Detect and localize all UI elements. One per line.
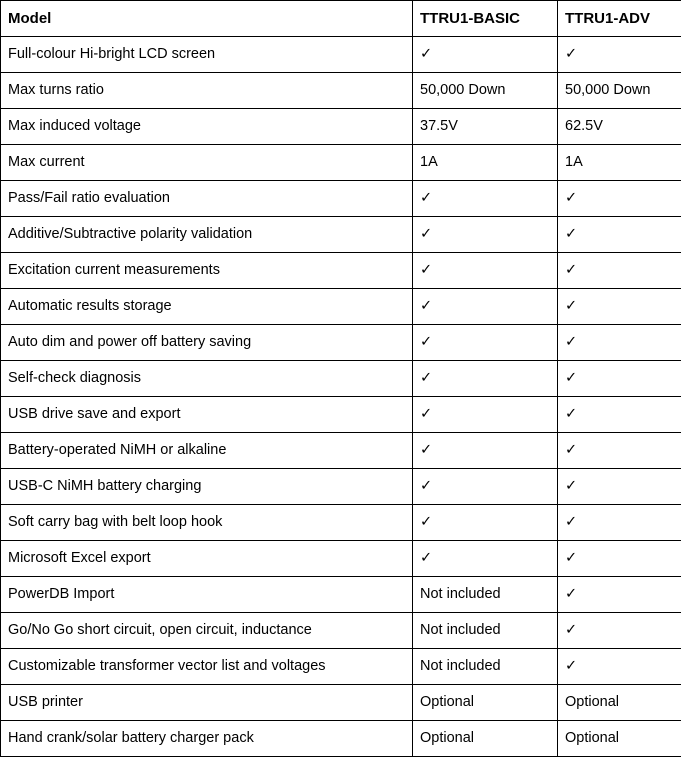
feature-label: USB-C NiMH battery charging — [1, 469, 413, 505]
feature-label: Max induced voltage — [1, 109, 413, 145]
table-row — [1, 361, 681, 397]
adv-value: ✓ — [558, 649, 681, 685]
feature-label: Self-check diagnosis — [1, 361, 413, 397]
feature-label: Go/No Go short circuit, open circuit, inductance — [1, 613, 413, 649]
table-row — [1, 73, 681, 109]
table-row — [1, 253, 681, 289]
adv-value: ✓ — [558, 361, 681, 397]
adv-value: ✓ — [558, 397, 681, 433]
basic-value: ✓ — [413, 433, 558, 469]
table-body — [1, 37, 681, 757]
basic-value: 50,000 Down — [413, 73, 558, 109]
adv-value: ✓ — [558, 541, 681, 577]
table-row — [1, 613, 681, 649]
table-header-row — [1, 1, 681, 37]
adv-value: ✓ — [558, 505, 681, 541]
adv-value: ✓ — [558, 469, 681, 505]
basic-value: ✓ — [413, 217, 558, 253]
column-header-model: Model — [1, 1, 413, 37]
feature-label: Soft carry bag with belt loop hook — [1, 505, 413, 541]
feature-label: USB printer — [1, 685, 413, 721]
basic-value: Optional — [413, 685, 558, 721]
basic-value: ✓ — [413, 181, 558, 217]
basic-value: ✓ — [413, 289, 558, 325]
table-row — [1, 325, 681, 361]
feature-label: Full-colour Hi-bright LCD screen — [1, 37, 413, 73]
table-row — [1, 181, 681, 217]
adv-value: ✓ — [558, 217, 681, 253]
adv-value: 50,000 Down — [558, 73, 681, 109]
feature-label: Pass/Fail ratio evaluation — [1, 181, 413, 217]
basic-value: ✓ — [413, 37, 558, 73]
basic-value: ✓ — [413, 469, 558, 505]
adv-value: ✓ — [558, 325, 681, 361]
adv-value: ✓ — [558, 577, 681, 613]
adv-value: Optional — [558, 685, 681, 721]
column-header-basic: TTRU1-BASIC — [413, 1, 558, 37]
table-row — [1, 37, 681, 73]
feature-label: Microsoft Excel export — [1, 541, 413, 577]
basic-value: 1A — [413, 145, 558, 181]
table-row — [1, 433, 681, 469]
adv-value: ✓ — [558, 433, 681, 469]
table-row — [1, 649, 681, 685]
table-row — [1, 397, 681, 433]
adv-value: ✓ — [558, 253, 681, 289]
basic-value: Not included — [413, 577, 558, 613]
basic-value: Not included — [413, 613, 558, 649]
feature-label: Max turns ratio — [1, 73, 413, 109]
feature-label: Hand crank/solar battery charger pack — [1, 721, 413, 757]
feature-label: Additive/Subtractive polarity validation — [1, 217, 413, 253]
table-row — [1, 685, 681, 721]
column-header-adv: TTRU1-ADV — [558, 1, 681, 37]
adv-value: ✓ — [558, 37, 681, 73]
table-row — [1, 721, 681, 757]
feature-label: Automatic results storage — [1, 289, 413, 325]
adv-value: Optional — [558, 721, 681, 757]
feature-label: Excitation current measurements — [1, 253, 413, 289]
feature-label: Customizable transformer vector list and voltages — [1, 649, 413, 685]
table-row — [1, 217, 681, 253]
table-row — [1, 541, 681, 577]
adv-value: ✓ — [558, 181, 681, 217]
table-row — [1, 289, 681, 325]
basic-value: ✓ — [413, 397, 558, 433]
basic-value: ✓ — [413, 325, 558, 361]
basic-value: Not included — [413, 649, 558, 685]
basic-value: ✓ — [413, 505, 558, 541]
basic-value: ✓ — [413, 361, 558, 397]
table-row — [1, 577, 681, 613]
basic-value: ✓ — [413, 253, 558, 289]
feature-label: Auto dim and power off battery saving — [1, 325, 413, 361]
table-row — [1, 109, 681, 145]
basic-value: Optional — [413, 721, 558, 757]
feature-label: PowerDB Import — [1, 577, 413, 613]
feature-label: USB drive save and export — [1, 397, 413, 433]
feature-label: Battery-operated NiMH or alkaline — [1, 433, 413, 469]
adv-value: 62.5V — [558, 109, 681, 145]
adv-value: 1A — [558, 145, 681, 181]
adv-value: ✓ — [558, 289, 681, 325]
basic-value: ✓ — [413, 541, 558, 577]
feature-label: Max current — [1, 145, 413, 181]
table-row — [1, 469, 681, 505]
table-row — [1, 505, 681, 541]
basic-value: 37.5V — [413, 109, 558, 145]
adv-value: ✓ — [558, 613, 681, 649]
table-row — [1, 145, 681, 181]
